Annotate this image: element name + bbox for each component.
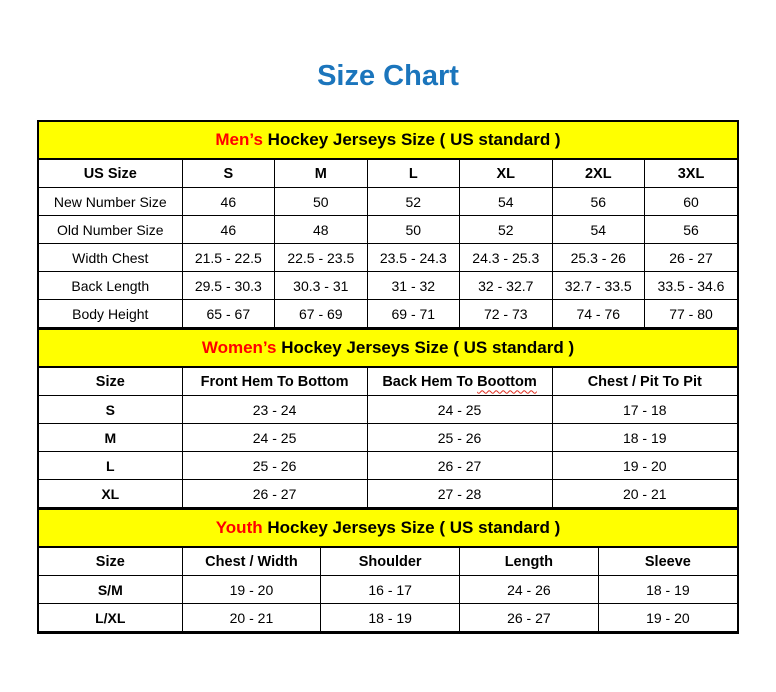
mens-row-label: Width Chest [39, 244, 182, 272]
womens-row-label: XL [39, 480, 182, 508]
mens-column-header: S [182, 160, 274, 188]
mens-row-label: Back Length [39, 272, 182, 300]
youth-row-label: S/M [39, 576, 182, 604]
mens-value-cell: 60 [645, 188, 738, 216]
womens-value-cell: 23 - 24 [182, 396, 367, 424]
mens-value-cell: 54 [460, 188, 552, 216]
mens-column-header: XL [460, 160, 552, 188]
mens-table-row [39, 216, 737, 244]
mens-column-header: 2XL [552, 160, 644, 188]
mens-value-cell: 56 [645, 216, 738, 244]
mens-value-cell: 52 [460, 216, 552, 244]
womens-value-cell: 26 - 27 [367, 452, 552, 480]
mens-section-title [39, 122, 737, 160]
youth-value-cell: 26 - 27 [460, 604, 599, 632]
mens-value-cell: 23.5 - 24.3 [367, 244, 459, 272]
womens-table-row [39, 396, 737, 424]
mens-row-label: New Number Size [39, 188, 182, 216]
youth-column-header: Chest / Width [182, 548, 321, 576]
womens-value-cell: 25 - 26 [182, 452, 367, 480]
youth-column-header: Length [460, 548, 599, 576]
mens-value-cell: 32.7 - 33.5 [552, 272, 644, 300]
mens-value-cell: 29.5 - 30.3 [182, 272, 274, 300]
mens-value-cell: 22.5 - 23.5 [275, 244, 367, 272]
youth-section-title-text: Hockey Jerseys Size ( US standard ) [267, 518, 561, 537]
mens-table-row [39, 300, 737, 328]
mens-header-row [39, 160, 737, 188]
mens-value-cell: 31 - 32 [367, 272, 459, 300]
mens-column-header: US Size [39, 160, 182, 188]
mens-value-cell: 24.3 - 25.3 [460, 244, 552, 272]
womens-table-row [39, 452, 737, 480]
womens-value-cell: 20 - 21 [552, 480, 737, 508]
mens-value-cell: 65 - 67 [182, 300, 274, 328]
womens-row-label: M [39, 424, 182, 452]
mens-row-label: Body Height [39, 300, 182, 328]
youth-value-cell: 20 - 21 [182, 604, 321, 632]
mens-value-cell: 50 [367, 216, 459, 244]
misspelled-word-squiggle: Boottom [477, 373, 537, 390]
youth-column-header: Shoulder [321, 548, 460, 576]
page-title: Size Chart [317, 60, 459, 92]
youth-table-row [39, 604, 737, 632]
youth-header-row [39, 548, 737, 576]
youth-column-header: Sleeve [598, 548, 737, 576]
womens-value-cell: 19 - 20 [552, 452, 737, 480]
mens-table-row [39, 272, 737, 300]
mens-value-cell: 67 - 69 [275, 300, 367, 328]
mens-column-header: M [275, 160, 367, 188]
mens-value-cell: 26 - 27 [645, 244, 738, 272]
mens-column-header: L [367, 160, 459, 188]
size-chart-stack [37, 120, 739, 634]
womens-value-cell: 26 - 27 [182, 480, 367, 508]
mens-value-cell: 48 [275, 216, 367, 244]
womens-value-cell: 24 - 25 [182, 424, 367, 452]
womens-value-cell: 24 - 25 [367, 396, 552, 424]
mens-value-cell: 25.3 - 26 [552, 244, 644, 272]
mens-table-row [39, 188, 737, 216]
womens-column-header: Chest / Pit To Pit [552, 368, 737, 396]
womens-table-row [39, 480, 737, 508]
youth-value-cell: 19 - 20 [182, 576, 321, 604]
womens-column-header: Back Hem To Boottom [367, 368, 552, 396]
womens-header-row [39, 368, 737, 396]
womens-value-cell: 18 - 19 [552, 424, 737, 452]
mens-value-cell: 32 - 32.7 [460, 272, 552, 300]
mens-value-cell: 50 [275, 188, 367, 216]
womens-column-header: Size [39, 368, 182, 396]
womens-size-table [39, 368, 737, 508]
mens-value-cell: 52 [367, 188, 459, 216]
youth-table-row [39, 576, 737, 604]
womens-row-label: S [39, 396, 182, 424]
youth-value-cell: 16 - 17 [321, 576, 460, 604]
youth-row-label: L/XL [39, 604, 182, 632]
mens-value-cell: 54 [552, 216, 644, 244]
mens-value-cell: 30.3 - 31 [275, 272, 367, 300]
youth-value-cell: 19 - 20 [598, 604, 737, 632]
mens-value-cell: 77 - 80 [645, 300, 738, 328]
mens-table-row [39, 244, 737, 272]
mens-value-cell: 33.5 - 34.6 [645, 272, 738, 300]
youth-section-title [39, 508, 737, 548]
mens-row-label: Old Number Size [39, 216, 182, 244]
mens-value-cell: 46 [182, 216, 274, 244]
womens-value-cell: 25 - 26 [367, 424, 552, 452]
mens-size-table [39, 160, 737, 328]
youth-section-title-highlight: Youth [215, 518, 268, 537]
womens-value-cell: 27 - 28 [367, 480, 552, 508]
mens-value-cell: 21.5 - 22.5 [182, 244, 274, 272]
youth-value-cell: 18 - 19 [321, 604, 460, 632]
youth-value-cell: 18 - 19 [598, 576, 737, 604]
mens-section-title-text: Hockey Jerseys Size ( US standard ) [267, 130, 561, 149]
mens-section-title-highlight: Men’s [215, 130, 268, 149]
mens-value-cell: 56 [552, 188, 644, 216]
womens-section-title-text: Hockey Jerseys Size ( US standard ) [281, 338, 575, 357]
womens-section-title-highlight: Women’s [201, 338, 282, 357]
mens-column-header: 3XL [645, 160, 738, 188]
womens-section-title [39, 328, 737, 368]
mens-value-cell: 46 [182, 188, 274, 216]
youth-value-cell: 24 - 26 [460, 576, 599, 604]
womens-table-row [39, 424, 737, 452]
womens-column-header: Front Hem To Bottom [182, 368, 367, 396]
womens-row-label: L [39, 452, 182, 480]
mens-value-cell: 69 - 71 [367, 300, 459, 328]
womens-value-cell: 17 - 18 [552, 396, 737, 424]
mens-value-cell: 72 - 73 [460, 300, 552, 328]
mens-value-cell: 74 - 76 [552, 300, 644, 328]
youth-column-header: Size [39, 548, 182, 576]
youth-size-table [39, 548, 737, 632]
